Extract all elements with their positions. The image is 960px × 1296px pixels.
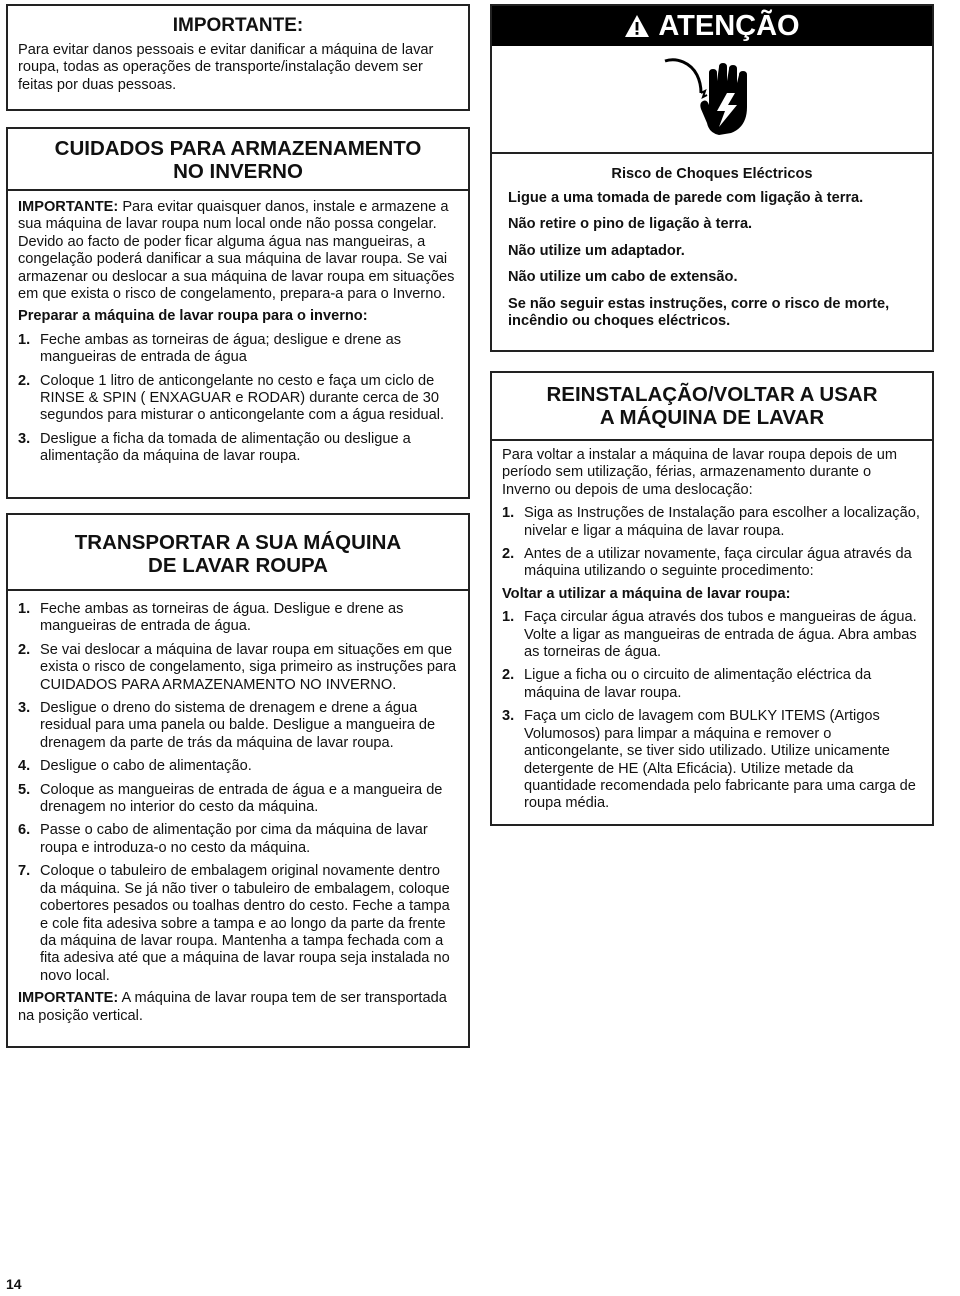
step-text: Siga as Instruções de Instalação para escolher a localização, nivelar e ligar a máquina de lavar roupa.: [524, 505, 920, 539]
reinstall-title-line2: A MÁQUINA DE LAVAR: [599, 406, 825, 429]
importante-text: Para evitar danos pessoais e evitar danificar a máquina de lavar roupa, todas as operações de transporte/instalação devem ser feitas por duas pessoas.: [18, 42, 434, 93]
winter-title-line2: NO INVERNO: [173, 160, 303, 183]
warning-body: [492, 154, 932, 349]
list-item: [18, 332, 458, 367]
step-text: Se vai deslocar a máquina de lavar roupa em situações em que exista o risco de congelamento, siga primeiro as instruções para CUIDADOS PARA ARMAZENAMENTO NO INVERNO.: [40, 641, 457, 693]
reinstall-subheading: Voltar a utilizar a máquina de lavar roupa:: [502, 585, 791, 602]
warning-triangle-icon: [624, 14, 650, 38]
list-item: [18, 601, 458, 636]
step-text: Feche ambas as torneiras de água. Desligue e drene as mangueiras de entrada de água.: [40, 601, 404, 635]
step-number: 1.: [502, 505, 515, 522]
list-item: [18, 431, 458, 466]
step-text: Ligue a ficha ou o circuito de alimentação eléctrica da máquina de lavar roupa.: [524, 667, 872, 701]
step-text: Antes de a utilizar novamente, faça circular água através da máquina utilizando o seguinte procedimento:: [524, 546, 912, 580]
step-number: 1.: [18, 601, 31, 617]
warning-line: Não utilize um cabo de extensão.: [508, 269, 738, 286]
step-number: 1.: [502, 609, 515, 626]
list-item: [18, 863, 458, 985]
winter-storage-body: [8, 191, 468, 474]
warning-line: Ligue a uma tomada de parede com ligação à terra.: [508, 190, 864, 206]
electric-shock-hand-icon: [657, 53, 767, 145]
warning-line: Se não seguir estas instruções, corre o risco de morte, incêndio ou choques eléctricos.: [508, 295, 890, 330]
step-number: 7.: [18, 863, 31, 880]
step-number: 4.: [18, 758, 31, 775]
step-text: Desligue o dreno do sistema de drenagem e drene a água residual para uma panela ou balde. Desligue a mangueira de drenagem da parte de trás da máquina de lavar roupa.: [40, 700, 436, 751]
winter-storage-section: [6, 127, 470, 499]
step-number: 2.: [18, 372, 31, 389]
step-text: Desligue o cabo de alimentação.: [40, 758, 252, 775]
step-number: 3.: [18, 700, 31, 717]
electric-shock-warning: [490, 4, 934, 352]
list-item: [502, 667, 922, 702]
step-number: 2.: [18, 641, 31, 658]
list-item: [18, 373, 458, 425]
list-item: [18, 758, 458, 775]
list-item: [18, 782, 458, 817]
list-item: [502, 609, 922, 661]
winter-subheading: Preparar a máquina de lavar roupa para o inverno:: [18, 308, 368, 325]
warning-icon-area: [492, 46, 932, 154]
step-number: 3.: [18, 430, 31, 447]
step-number: 3.: [502, 708, 515, 725]
list-item: [18, 822, 458, 857]
transport-header: [8, 515, 468, 591]
winter-intro-text: Para evitar quaisquer danos, instale e armazene a sua máquina de lavar roupa num local onde não possa congelar. Devido ao facto de poder ficar alguma água nas mangueiras, a congelação poderá danificar a sua máquina de lavar roupa. Se vai armazenar ou deslocar a sua máquina de lavar roupa em situações em que exista o risco de congelamento, prepara-a para o Inverno.: [18, 199, 455, 303]
step-text: Faça um ciclo de lavagem com BULKY ITEMS (Artigos Volumosos) para limpar a máquina e remover o anticongelante, se tiver sido utilizado. Utilize unicamente detergente de HE (Alta Eficácia). Utilize metade da quantidade recomendada pelo fabricante para uma carga de roupa média.: [524, 708, 916, 812]
importante-notice: [6, 4, 470, 111]
warning-banner-text: ATENÇÃO: [658, 9, 800, 42]
winter-title-line1: CUIDADOS PARA ARMAZENAMENTO: [54, 137, 422, 160]
page-number: 14: [6, 1276, 22, 1292]
transport-section: [6, 513, 470, 1048]
step-text: Coloque o tabuleiro de embalagem original novamente dentro da máquina. Se já não tiver o tabuleiro de embalagem, coloque cobertores pesados ou toalhas dentro do cesto. Feche a tampa e cole fita adesiva sobre a tampa e ao longo da parte da frente da máquina de lavar roupa. Mantenha a tampa fechada com a fita adesiva até que a máquina de lavar roupa seja instalada no novo local.: [40, 863, 450, 984]
step-number: 6.: [18, 822, 31, 839]
step-text: Desligue a ficha da tomada de alimentação ou desligue a alimentação da máquina de lavar roupa.: [40, 430, 411, 465]
reinstall-header: [492, 373, 932, 441]
step-text: Coloque as mangueiras de entrada de água e a mangueira de drenagem no interior do cesto da máquina.: [40, 781, 443, 816]
warning-line: Não utilize um adaptador.: [508, 242, 685, 259]
reinstall-section: [490, 371, 934, 826]
step-text: Faça circular água através dos tubos e mangueiras de água. Volte a ligar as mangueiras de entrada de água. Abra ambas as torneiras de água.: [524, 609, 917, 661]
step-text: Passe o cabo de alimentação por cima da máquina de lavar roupa e introduza-o no cesto da máquina.: [40, 822, 428, 856]
winter-intro: [18, 199, 458, 303]
transport-note: [18, 990, 458, 1025]
transport-body: [8, 591, 468, 1029]
warning-line: Não retire o pino de ligação à terra.: [508, 216, 753, 233]
reinstall-intro: Para voltar a instalar a máquina de lavar roupa depois de um período sem utilização, férias, armazenamento durante o Inverno ou depois de uma deslocação:: [502, 447, 898, 498]
warning-title: Risco de Choques Eléctricos: [611, 166, 813, 182]
winter-intro-label: IMPORTANTE:: [18, 199, 119, 215]
step-text: Coloque 1 litro de anticongelante no cesto e faça um ciclo de RINSE & SPIN ( ENXAGUAR e RODAR) durante cerca de 30 segundos para misturar o anticongelante com a água residual.: [40, 372, 445, 424]
warning-banner: [492, 6, 932, 46]
transport-note-label: IMPORTANTE:: [18, 990, 119, 1007]
list-item: [18, 700, 458, 752]
step-number: 2.: [502, 546, 515, 563]
step-number: 2.: [502, 667, 515, 684]
importante-title: IMPORTANTE:: [172, 15, 304, 36]
step-number: 1.: [18, 331, 31, 348]
step-number: 5.: [18, 781, 31, 798]
transport-note-text: A máquina de lavar roupa tem de ser transportada na posição vertical.: [18, 990, 447, 1024]
transport-title-line1: TRANSPORTAR A SUA MÁQUINA: [74, 531, 402, 554]
list-item: [18, 642, 458, 694]
list-item: [502, 546, 922, 581]
transport-title-line2: DE LAVAR ROUPA: [148, 554, 328, 577]
step-text: Feche ambas as torneiras de água; desligue e drene as mangueiras de entrada de água: [40, 331, 402, 366]
list-item: [502, 708, 922, 812]
winter-storage-header: [8, 129, 468, 191]
reinstall-body: [492, 441, 932, 819]
list-item: [502, 505, 922, 540]
reinstall-title-line1: REINSTALAÇÃO/VOLTAR A USAR: [546, 383, 878, 406]
